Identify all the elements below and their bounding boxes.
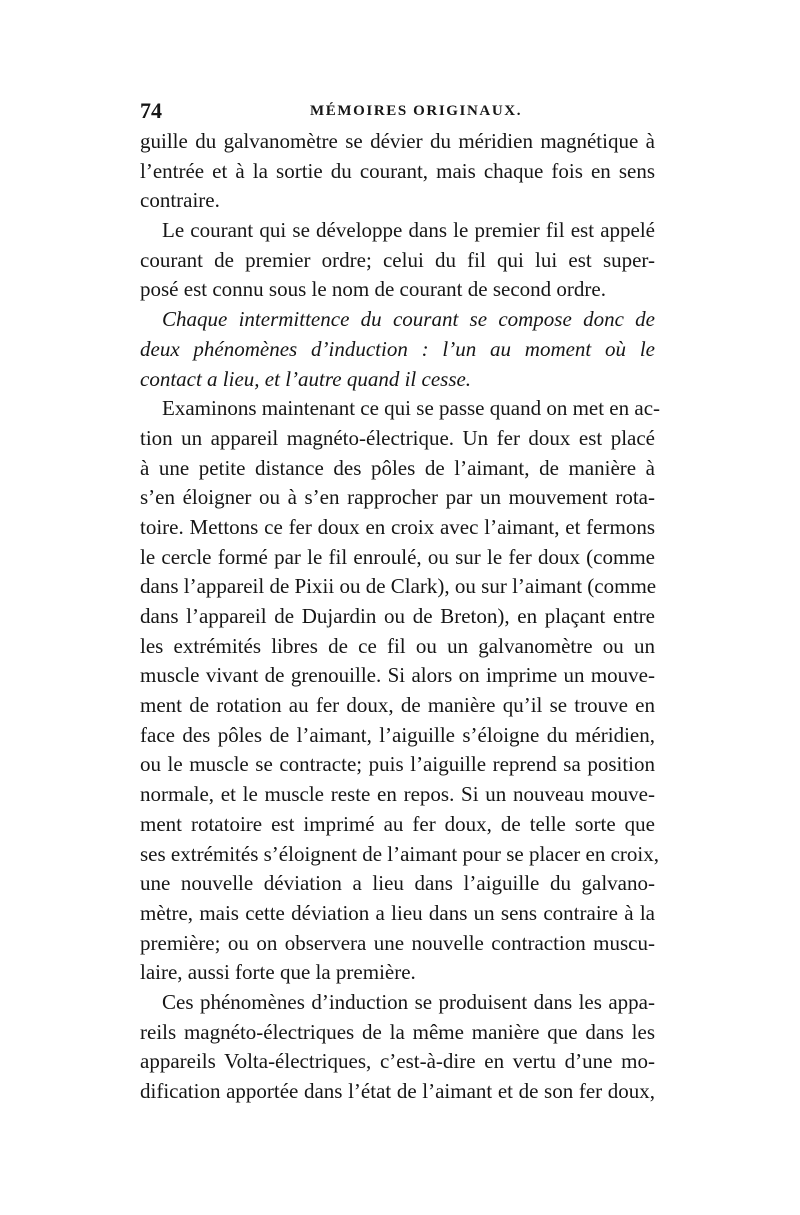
text-line: appareils Volta-électriques, c’est-à-dire en vertu d’une mo- [140, 1049, 655, 1074]
text-line: Examinons maintenant ce qui se passe quand on met en ac- [162, 396, 661, 421]
page-number: 74 [140, 98, 162, 123]
body-text [140, 127, 661, 1107]
text-line: Le courant qui se développe dans le premier fil est appelé [162, 218, 655, 243]
text-line: à une petite distance des pôles de l’aimant, de manière à [140, 455, 655, 480]
text-line: dans l’appareil de Pixii ou de Clark), ou sur l’aimant (comme [140, 574, 657, 599]
text-line: mètre, mais cette déviation a lieu dans un sens contraire à la [140, 900, 655, 925]
text-line: l’entrée et à la sortie du courant, mais chaque fois en sens [140, 158, 655, 183]
text-line: contact a lieu, et l’autre quand il cesse. [140, 366, 472, 391]
text-line: ou le muscle se contracte; puis l’aiguille reprend sa position [140, 752, 655, 777]
text-line: dification apportée dans l’état de l’aimant et de son fer doux, [140, 1079, 655, 1103]
text-line: ment de rotation au fer doux, de manière qu’il se trouve en [140, 693, 655, 718]
text-line: posé est connu sous le nom de courant de second ordre. [140, 277, 606, 302]
text-line: guille du galvanomètre se dévier du méridien magnétique à [140, 129, 655, 153]
text-line: contraire. [140, 188, 220, 213]
running-head [140, 96, 664, 126]
text-line: dans l’appareil de Dujardin ou de Breton), en plaçant entre [140, 604, 655, 628]
text-line: tion un appareil magnéto-électrique. Un fer doux est placé [140, 425, 655, 450]
text-line: normale, et le muscle reste en repos. Si un nouveau mouve- [140, 782, 655, 807]
running-title: MÉMOIRES ORIGINAUX. [310, 103, 523, 119]
text-line: ment rotatoire est imprimé au fer doux, de telle sorte que [140, 811, 655, 836]
text-line: reils magnéto-électriques de la même manière que dans les [140, 1019, 655, 1044]
text-line: première; ou on observera une nouvelle contraction muscu- [140, 930, 655, 955]
text-line: les extrémités libres de ce fil ou un galvanomètre ou un [140, 633, 655, 658]
text-line: une nouvelle déviation a lieu dans l’aiguille du galvano- [140, 871, 655, 896]
text-line: le cercle formé par le fil enroulé, ou sur le fer doux (comme [140, 544, 655, 569]
text-line: face des pôles de l’aimant, l’aiguille s’éloigne du méridien, [140, 722, 655, 747]
text-line: toire. Mettons ce fer doux en croix avec l’aimant, et fermons [140, 514, 655, 539]
text-line: muscle vivant de grenouille. Si alors on imprime un mouve- [140, 663, 655, 688]
text-line: ses extrémités s’éloignent de l’aimant pour se placer en croix, [140, 841, 659, 866]
text-line: Chaque intermittence du courant se compose donc de [162, 307, 655, 332]
text-line: courant de premier ordre; celui du fil qui lui est super- [140, 247, 655, 272]
text-line: deux phénomènes d’induction : l’un au moment où le [140, 336, 655, 361]
text-line: Ces phénomènes d’induction se produisent dans les appa- [162, 989, 655, 1014]
text-line: laire, aussi forte que la première. [140, 960, 416, 985]
text-line: s’en éloigner ou à s’en rapprocher par un mouvement rota- [140, 485, 655, 510]
